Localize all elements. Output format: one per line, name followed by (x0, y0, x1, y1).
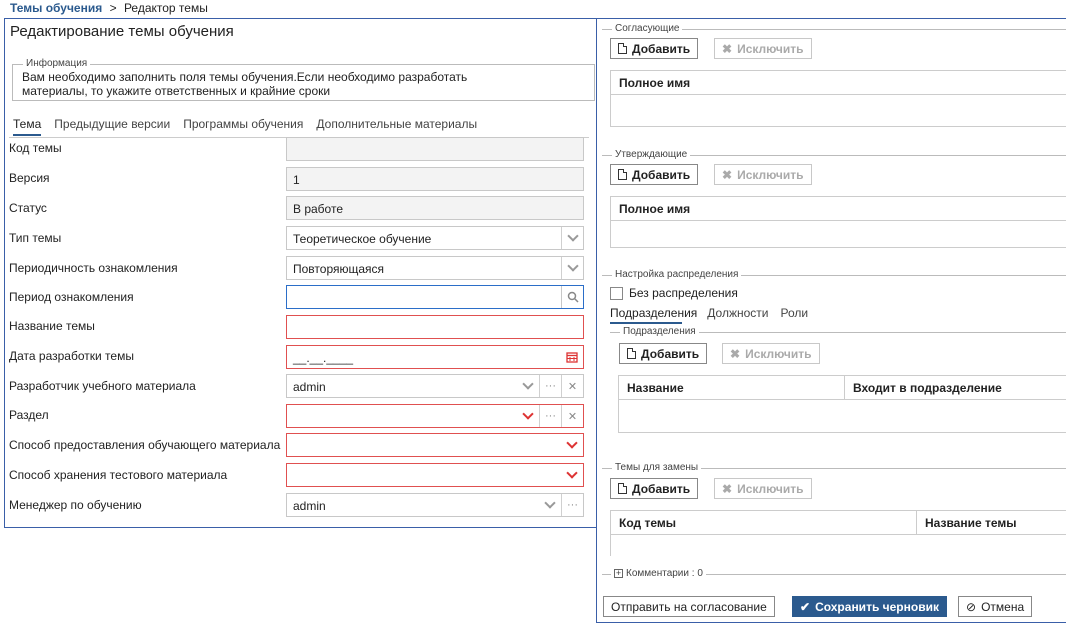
no-distribution-label: Без распределения (629, 286, 738, 300)
approvers-table (610, 70, 1066, 127)
send-for-approval-button[interactable]: Отправить на согласование (603, 596, 775, 617)
topic-type-value: Теоретическое обучение (293, 232, 432, 246)
cancel-label: Отмена (981, 599, 1025, 614)
replacement-table (610, 510, 1066, 556)
topic-type-select[interactable] (286, 226, 584, 250)
tab-programs[interactable]: Программы обучения (183, 117, 304, 131)
col-name[interactable]: Название (619, 376, 845, 399)
document-icon (618, 169, 627, 180)
confirmers-col-fullname[interactable]: Полное имя (611, 197, 1066, 221)
label-period: Период ознакомления (9, 290, 134, 304)
label-provision-method: Способ предоставления обучающего материала (9, 438, 281, 452)
developer-select[interactable] (286, 374, 584, 398)
tab-departments[interactable]: Подразделения (610, 306, 698, 320)
label-topic-code: Код темы (9, 141, 62, 155)
info-text: Вам необходимо заполнить поля темы обучения.Если необходимо разработать материалы, то укажите ответственных и крайние сроки (22, 70, 468, 98)
manager-value: admin (293, 499, 326, 513)
no-distribution-checkbox[interactable] (610, 287, 623, 300)
label-developer: Разработчик учебного материала (9, 379, 196, 393)
cancel-button[interactable] (958, 596, 1032, 617)
breadcrumb-separator: > (109, 1, 117, 15)
departments-table (618, 375, 1066, 433)
storage-method-select[interactable] (286, 463, 584, 487)
departments-add-label: Добавить (641, 346, 700, 361)
expand-icon[interactable]: + (615, 568, 622, 578)
comments-label: Комментарии : 0 (626, 568, 703, 579)
label-manager: Менеджер по обучению (9, 498, 142, 512)
chevron-down-icon[interactable] (517, 375, 539, 397)
chevron-down-icon[interactable] (517, 405, 539, 427)
label-topic-type: Тип темы (9, 231, 62, 245)
confirmers-add-button[interactable] (610, 164, 698, 185)
distribution-legend: Настройка распределения (612, 269, 741, 280)
label-periodicity: Периодичность ознакомления (9, 261, 178, 275)
more-icon[interactable]: ··· (539, 405, 561, 427)
label-storage-method: Способ хранения тестового материала (9, 468, 228, 482)
document-icon (627, 348, 636, 359)
side-panel (596, 18, 1066, 623)
close-icon: ✖ (722, 167, 733, 182)
developer-value: admin (293, 380, 326, 394)
label-version: Версия (9, 171, 50, 185)
departments-remove-label: Исключить (745, 346, 812, 361)
breadcrumb (10, 1, 208, 15)
approvers-remove-button[interactable] (714, 38, 812, 59)
chevron-down-icon[interactable] (561, 434, 583, 456)
dev-date-input[interactable] (286, 345, 584, 369)
info-box (12, 58, 595, 101)
replacement-remove-label: Исключить (737, 481, 804, 496)
page-title: Редактирование темы обучения (10, 23, 234, 40)
replacement-add-button[interactable] (610, 478, 698, 499)
tab-indicator (610, 322, 682, 324)
label-topic-name: Название темы (9, 319, 95, 333)
tab-positions[interactable]: Должности (707, 306, 769, 320)
chevron-down-icon[interactable] (561, 227, 583, 249)
tab-roles[interactable]: Роли (780, 306, 809, 320)
chevron-down-icon[interactable] (561, 257, 583, 279)
tab-topic[interactable]: Тема (13, 117, 41, 136)
chevron-down-icon[interactable] (539, 494, 561, 516)
col-topic-name[interactable]: Название темы (925, 516, 1017, 530)
replacement-table-header (611, 511, 1066, 535)
topic-name-input[interactable] (286, 315, 584, 339)
save-draft-button[interactable] (792, 596, 947, 617)
close-icon: ✖ (730, 346, 741, 361)
confirmers-add-label: Добавить (632, 167, 691, 182)
document-icon (618, 483, 627, 494)
dev-date-value: __.__.____ (293, 351, 354, 365)
departments-legend: Подразделения (620, 326, 699, 337)
section-select[interactable] (286, 404, 584, 428)
approvers-remove-label: Исключить (737, 41, 804, 56)
tab-additional-materials[interactable]: Дополнительные материалы (316, 117, 478, 131)
chevron-down-icon[interactable] (561, 464, 583, 486)
distribution-tabs (610, 306, 808, 320)
approvers-add-button[interactable] (610, 38, 698, 59)
periodicity-value: Повторяющаяся (293, 262, 385, 276)
tab-previous-versions[interactable]: Предыдущие версии (54, 117, 171, 131)
departments-remove-button[interactable] (722, 343, 820, 364)
confirmers-legend: Утверждающие (612, 149, 690, 160)
topic-code-field (286, 137, 584, 161)
calendar-icon[interactable] (561, 346, 583, 368)
more-icon[interactable]: ··· (539, 375, 561, 397)
approvers-col-fullname[interactable]: Полное имя (611, 71, 1066, 95)
approvers-add-label: Добавить (632, 41, 691, 56)
label-section: Раздел (9, 408, 49, 422)
clear-icon[interactable]: ✕ (561, 375, 583, 397)
confirmers-table (610, 196, 1066, 248)
more-icon[interactable]: ··· (561, 494, 583, 516)
no-distribution-checkbox-row[interactable] (610, 286, 738, 300)
cancel-icon: ⊘ (966, 599, 977, 614)
replacement-legend: Темы для замены (612, 462, 701, 473)
manager-select[interactable] (286, 493, 584, 517)
info-legend: Информация (23, 58, 90, 69)
confirmers-remove-button[interactable] (714, 164, 812, 185)
periodicity-select[interactable] (286, 256, 584, 280)
breadcrumb-current: Редактор темы (123, 1, 208, 15)
tab-bar (13, 117, 490, 135)
close-icon: ✖ (722, 481, 733, 496)
search-icon[interactable] (561, 286, 583, 308)
save-draft-label: Сохранить черновик (815, 599, 939, 614)
clear-icon[interactable]: ✕ (561, 405, 583, 427)
topic-form-panel (4, 18, 597, 528)
document-icon (618, 43, 627, 54)
replacement-add-label: Добавить (632, 481, 691, 496)
close-icon: ✖ (722, 41, 733, 56)
confirmers-remove-label: Исключить (737, 167, 804, 182)
label-status: Статус (9, 201, 47, 215)
provision-method-select[interactable] (286, 433, 584, 457)
col-parent-department[interactable]: Входит в подразделение (853, 381, 1002, 395)
check-icon: ✔ (800, 599, 811, 614)
replacement-remove-button[interactable] (714, 478, 812, 499)
label-dev-date: Дата разработки темы (9, 349, 134, 363)
comments-toggle[interactable] (611, 568, 706, 579)
version-field: 1 (286, 167, 584, 191)
departments-table-header (619, 376, 1066, 400)
approvers-legend: Согласующие (612, 23, 682, 34)
breadcrumb-link-topics[interactable]: Темы обучения (10, 1, 103, 15)
col-topic-code[interactable]: Код темы (611, 511, 917, 534)
departments-add-button[interactable] (619, 343, 707, 364)
period-input[interactable] (286, 285, 584, 309)
status-field: В работе (286, 196, 584, 220)
